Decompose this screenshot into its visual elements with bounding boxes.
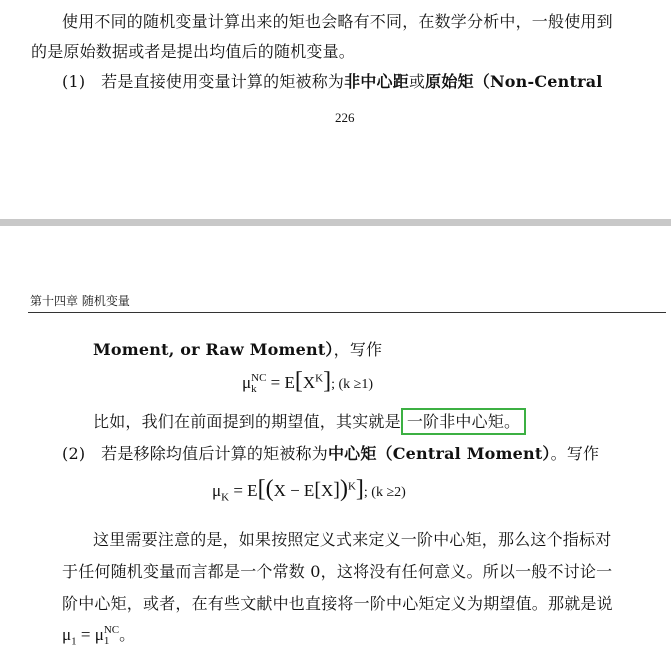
list-number: (1)	[62, 72, 86, 91]
page-number: 226	[335, 110, 355, 125]
superscript: NC	[251, 372, 267, 385]
subscript: 1	[103, 635, 110, 648]
exponent: K	[347, 480, 356, 493]
inner-expression: X − E	[273, 481, 315, 500]
formula-raw-moment: μ NC k = $E[X^K]$; (k ≥1)	[242, 368, 374, 396]
equals-expectation: = E	[233, 481, 258, 500]
list-text: 若是移除均值后计算的矩被称为	[101, 444, 328, 463]
term-non-central-moment: 非中心距	[344, 72, 409, 91]
list-item-1	[62, 72, 603, 92]
paragraph-line-1: 使用不同的随机变量计算出来的矩也会略有不同，在数学分析中，一般使用到	[62, 12, 613, 31]
list-item-2	[62, 444, 599, 464]
note-line-1: 这里需要注意的是，如果按照定义式来定义一阶中心矩，那么这个指标对	[93, 530, 612, 549]
period: 。	[119, 627, 136, 644]
note-line-2: 于任何随机变量而言都是一个常数 0，这将没有任何意义。所以一般不讨论一	[62, 562, 613, 581]
mu-symbol-2: μ	[94, 625, 104, 644]
subscript: k	[251, 383, 257, 396]
term-english: （Non-Central	[473, 72, 603, 91]
equals-expectation: = E	[270, 373, 295, 392]
example-line	[93, 412, 526, 432]
mu-symbol: μ	[62, 625, 72, 644]
text: ，写作	[333, 340, 383, 359]
header-rule	[28, 312, 666, 313]
page-separator	[0, 219, 671, 226]
highlight-box: 一阶非中心矩。	[401, 408, 526, 435]
condition: ; (k ≥2)	[363, 485, 406, 500]
mu-symbol: μ	[212, 481, 222, 500]
variable-x: X	[302, 373, 316, 392]
term-english: Moment, or Raw Moment）	[93, 340, 334, 359]
continuation-line	[93, 340, 382, 360]
list-text: 或	[408, 72, 426, 91]
term-raw-moment: 原始矩	[425, 72, 474, 91]
list-number: (2)	[62, 444, 86, 463]
chapter-header: 第十四章 随机变量	[30, 294, 130, 308]
exponent: K	[315, 372, 324, 385]
formula-central-moment: $\mu_K = E[(X - E[X])^K]$; (k ≥2)	[212, 476, 406, 504]
subscript: 1	[71, 635, 77, 648]
paragraph-line-2: 的是原始数据或者是提出均值后的随机变量。	[31, 42, 356, 61]
subscript: K	[221, 491, 230, 504]
variable-x: X	[320, 481, 334, 500]
list-text: 。写作	[550, 444, 600, 463]
superscript: NC	[103, 624, 120, 637]
text: 比如，我们在前面提到的期望值，其实就是	[93, 412, 401, 431]
equals: =	[76, 625, 95, 644]
note-line-3: 阶中心矩，或者，在有些文献中也直接将一阶中心矩定义为期望值。那就是说	[62, 594, 613, 613]
list-text: 若是直接使用变量计算的矩被称为	[101, 72, 345, 91]
formula-first-moment	[62, 622, 135, 647]
term-central-moment: 中心矩（Central Moment）	[327, 444, 551, 463]
condition: ; (k ≥1)	[331, 377, 374, 392]
mu-symbol: μ	[242, 373, 252, 392]
